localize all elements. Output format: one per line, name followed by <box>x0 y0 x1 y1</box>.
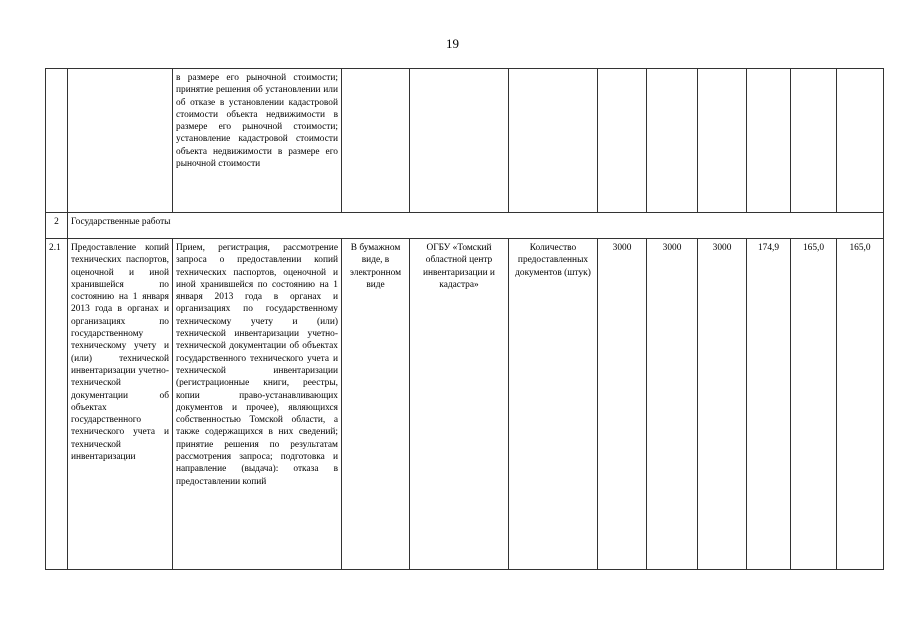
service-institution: ОГБУ «Томский областной центр инвентаризации и кадастра» <box>410 239 509 570</box>
service-description: Прием, регистрация, рассмотрение запроса о предоставлении копий технических паспортов, оценочной и иной хранившейся по состоянию на 1 января 2013 года в органах и организациях по государственному техническому учету и (или) технической инвентаризации учетно-технической документации об объектах государственного технического учета и технической инвентаризации (регистрационные книги, реестры, копии право-устанавливающих документов и прочее), являющихся собственностью Томской области, а также содержащихся в них сведений; принятие решения по результатам рассмотрения запроса; подготовка и направление (выдача): отказа в предоставлении копий <box>173 239 342 570</box>
cell-value <box>598 69 647 213</box>
service-indicator: Количество предоставленных документов (штук) <box>509 239 598 570</box>
cell-value <box>791 69 837 213</box>
value-cell-1: 3000 <box>598 239 647 570</box>
section-title: Государственные работы <box>68 213 884 239</box>
cell-institution <box>410 69 509 213</box>
value-cell-2: 3000 <box>647 239 698 570</box>
cell-name <box>68 69 173 213</box>
table-row-continued <box>46 69 884 213</box>
value-cell-4: 174,9 <box>747 239 791 570</box>
cell-value <box>747 69 791 213</box>
cell-description: в размере его рыночной стоимости; принятие решения об установлении или об отказе в установлении кадастровой стоимости объекта недвижимости в размере его рыночной стоимости; установление кадастровой стоимости объекта недвижимости в размере его рыночной стоимости <box>173 69 342 213</box>
cell-number <box>46 69 68 213</box>
section-number: 2 <box>46 213 68 239</box>
cell-value <box>837 69 884 213</box>
cell-form <box>342 69 410 213</box>
row-number: 2.1 <box>46 239 68 570</box>
table-row-2-1 <box>46 239 884 570</box>
service-form: В бумажном виде, в электронном виде <box>342 239 410 570</box>
page-number: 19 <box>446 36 459 51</box>
cell-indicator <box>509 69 598 213</box>
cell-value <box>698 69 747 213</box>
cell-value <box>647 69 698 213</box>
service-name: Предоставление копий технических паспортов, оценочной и иной хранившейся по состоянию на 1 января 2013 года в органах и организациях по государственному техническому учету и (или) технической инвентаризации учетно-технической документации об объектах государственного технического учета и технической инвентаризации <box>68 239 173 570</box>
services-table <box>45 68 884 570</box>
value-cell-6: 165,0 <box>837 239 884 570</box>
value-cell-5: 165,0 <box>791 239 837 570</box>
value-cell-3: 3000 <box>698 239 747 570</box>
table-row-section <box>46 213 884 239</box>
